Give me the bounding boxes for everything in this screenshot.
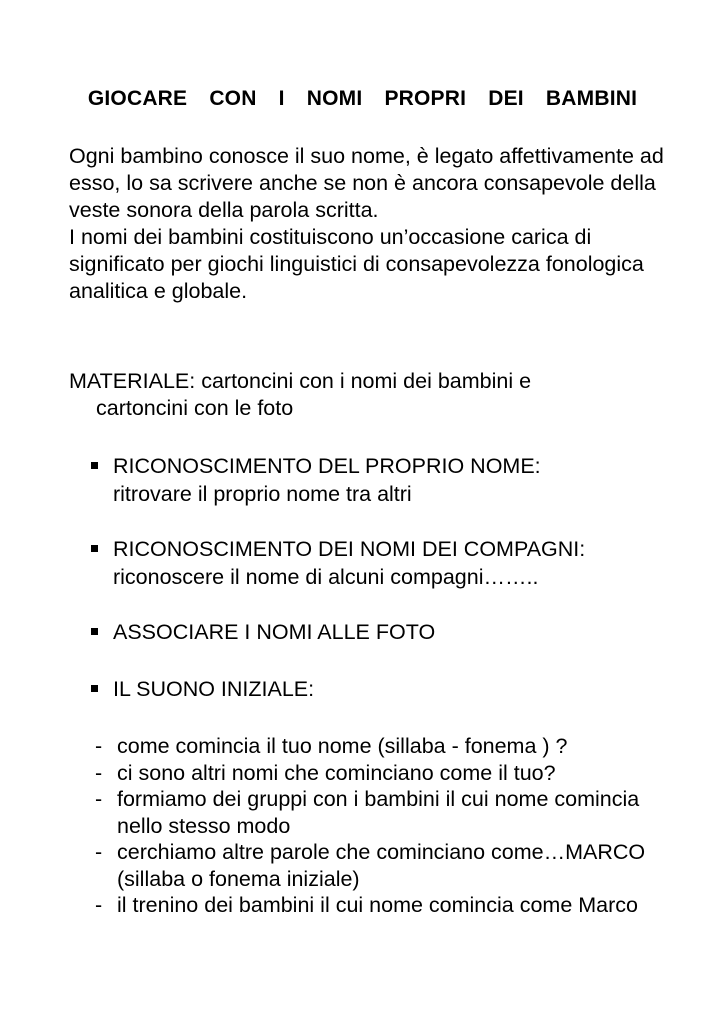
activity-text: come comincia il tuo nome (sillaba - fonema ) ? (117, 734, 568, 758)
dash-marker: - (95, 734, 103, 758)
dash-marker: - (95, 893, 103, 917)
bullet-heading: RICONOSCIMENTO DEI NOMI DEI COMPAGNI: (113, 537, 586, 561)
list-item (95, 733, 675, 760)
list-item (95, 786, 675, 839)
square-bullet-icon (91, 628, 98, 635)
activity-text: formiamo dei gruppi con i bambini il cui nome comincia nello stesso modo (117, 787, 640, 838)
activity-text: ci sono altri nomi che cominciano come il tuo? (117, 760, 556, 785)
page-title: GIOCARE CON I NOMI PROPRI DEI BAMBINI (87, 87, 638, 110)
bullet-detail: riconoscere il nome di alcuni compagni…….. (113, 565, 539, 589)
square-bullet-icon (91, 545, 98, 552)
list-item (95, 892, 675, 919)
bullet-item (91, 452, 671, 508)
intro-section (69, 143, 669, 305)
intro-paragraph-1: Ogni bambino conosce il suo nome, è legato affettivamente ad esso, lo sa scrivere anche se non è ancora consapevole della veste sonora della parola scritta. (69, 144, 664, 222)
list-item (95, 760, 675, 787)
activity-text: il trenino dei bambini il cui nome comincia come Marco (117, 893, 638, 917)
activity-list (95, 733, 675, 919)
dash-marker: - (95, 787, 103, 811)
bullet-heading: RICONOSCIMENTO DEL PROPRIO NOME: (113, 454, 541, 478)
square-bullet-icon (91, 462, 98, 469)
bullet-item (91, 618, 671, 646)
material-line-2: cartoncini con le foto (96, 396, 294, 420)
material-line-1: MATERIALE: cartoncini con i nomi dei bambini e (69, 369, 532, 393)
intro-paragraph-2: I nomi dei bambini costituiscono un’occasione carica di significato per giochi linguistici di consapevolezza fonologica analitica e globale. (69, 225, 644, 303)
bullet-heading: ASSOCIARE I NOMI ALLE FOTO (113, 620, 436, 644)
bullet-heading: IL SUONO INIZIALE: (113, 677, 315, 701)
dash-marker: - (95, 760, 103, 785)
list-item (95, 839, 675, 892)
bullet-item (91, 675, 671, 703)
square-bullet-icon (91, 685, 98, 692)
material-section (69, 368, 669, 422)
dash-marker: - (95, 840, 103, 864)
activity-text: cerchiamo altre parole che cominciano come…MARCO (sillaba o fonema iniziale) (117, 840, 646, 891)
bullet-item (91, 535, 671, 591)
bullet-detail: ritrovare il proprio nome tra altri (113, 482, 412, 506)
